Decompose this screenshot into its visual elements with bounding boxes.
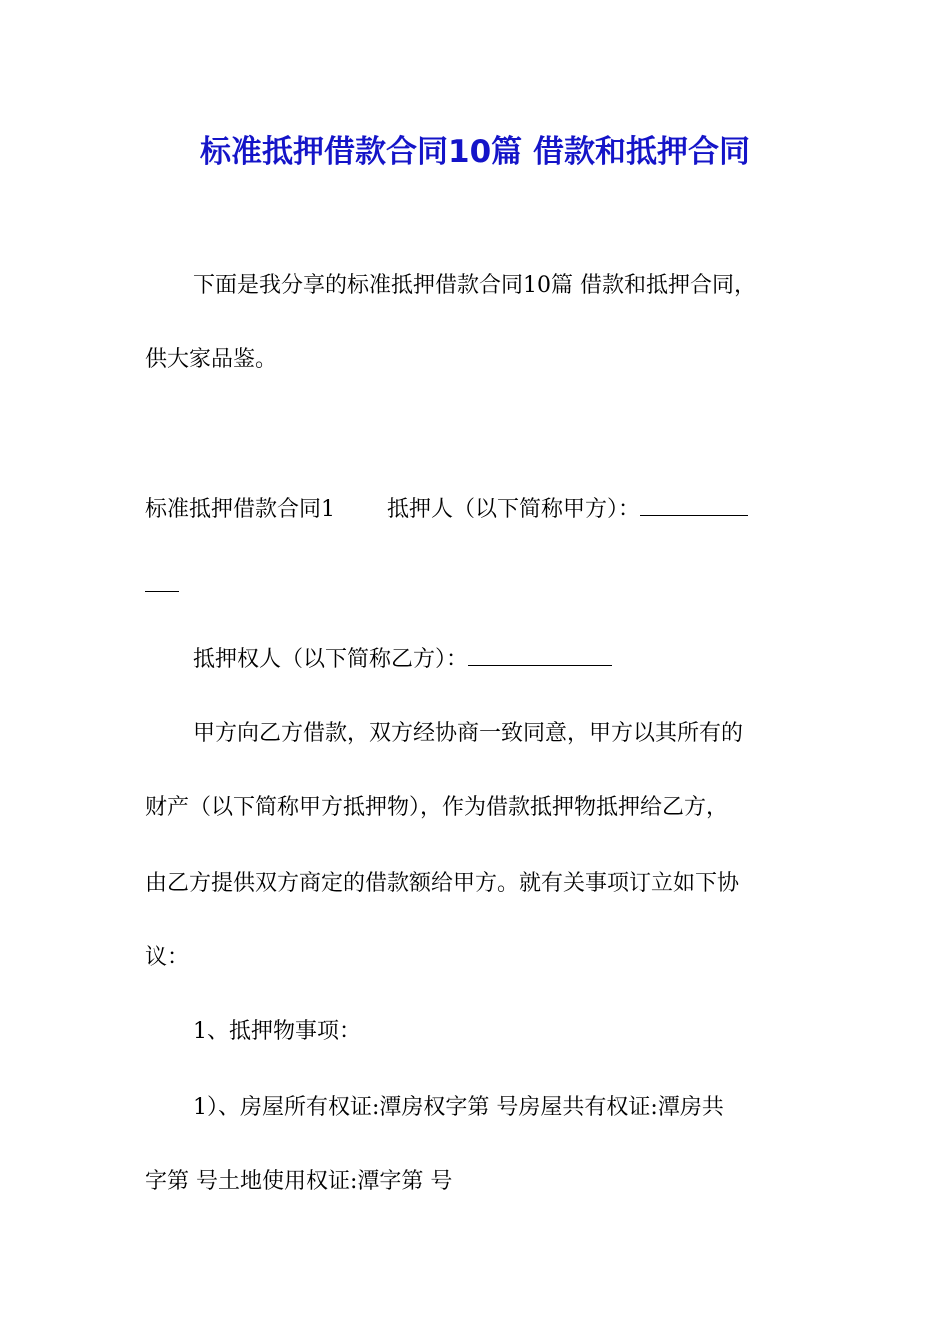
para-1-line-1: 甲方向乙方借款，双方经协商一致同意，甲方以其所有的: [193, 721, 744, 746]
document-title: 标准抵押借款合同10篇 借款和抵押合同: [200, 134, 750, 170]
mortgagor-blank-continued-line: [145, 568, 179, 604]
intro-line-1: 下面是我分享的标准抵押借款合同10篇 借款和抵押合同，: [193, 273, 756, 298]
intro-line-2: 供大家品鉴。: [145, 347, 278, 372]
contract-1-heading: 标准抵押借款合同1: [145, 497, 335, 522]
para-1-line-4: 议：: [145, 945, 190, 970]
mortgagee-label: 抵押权人（以下简称乙方）：: [193, 647, 469, 672]
mortgagee-line: [193, 642, 612, 678]
contract-1-line: [145, 492, 748, 528]
mortgagor-label: 抵押人（以下简称甲方）：: [387, 497, 641, 522]
para-1-line-2: 财产（以下简称甲方抵押物），作为借款抵押物抵押给乙方，: [145, 795, 729, 820]
item-1-heading: 1、抵押物事项：: [193, 1019, 361, 1044]
item-1-1-line-1: 1）、房屋所有权证:潭房权字第 号房屋共有权证:潭房共: [193, 1095, 724, 1120]
mortgagee-blank: [468, 645, 612, 666]
mortgagor-blank: [640, 495, 748, 516]
mortgagor-blank-continued: [145, 571, 179, 592]
item-1-1-line-2: 字第 号土地使用权证:潭字第 号: [145, 1169, 453, 1194]
para-1-line-3: 由乙方提供双方商定的借款额给甲方。就有关事项订立如下协: [145, 871, 740, 896]
